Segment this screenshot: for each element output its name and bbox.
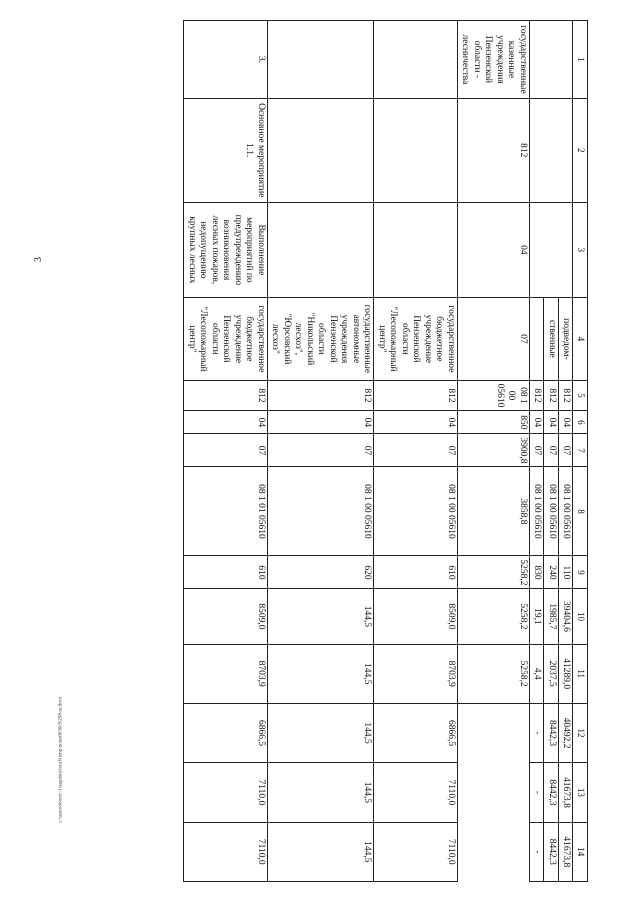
table-cell: Основное мероприятие 1.1. xyxy=(184,98,268,202)
table-cell: 04 xyxy=(559,411,574,434)
table-cell xyxy=(530,202,574,297)
table-cell: 610 xyxy=(184,556,268,589)
table-cell: Выполнение мероприятий по предупреждению возникновения лесных пожаров, недопущению крупных лесных xyxy=(184,202,268,297)
table-cell: 3900,8 xyxy=(458,434,530,467)
table-cell: 12 xyxy=(573,703,588,762)
table-cell: 1985,7 xyxy=(544,589,559,644)
table-cell: 8509,0 xyxy=(374,589,458,644)
table-cell: 4 xyxy=(573,298,588,381)
table-cell: 8 xyxy=(573,467,588,556)
table-cell: 39404,6 xyxy=(559,589,574,644)
table-cell: 5258,2 xyxy=(458,556,530,589)
table-cell xyxy=(268,21,375,99)
table-cell: - xyxy=(530,763,545,822)
table-cell: 10 xyxy=(573,589,588,644)
table-cell: государственное бюджетное учреждение Пензенской области "Лесопожарный центр" xyxy=(184,298,268,381)
table-cell: 08 1 00 05610 xyxy=(374,467,458,556)
table-cell xyxy=(530,98,574,202)
table-cell: - xyxy=(530,822,545,881)
table-cell xyxy=(268,202,375,297)
table-cell: 04 xyxy=(530,411,545,434)
table-cell: 13 xyxy=(573,763,588,822)
table-cell xyxy=(530,21,574,99)
table-cell: 04 xyxy=(458,202,530,297)
table-cell: 7110,0 xyxy=(184,822,268,881)
table-cell: 04 xyxy=(544,411,559,434)
table-cell: 144,5 xyxy=(268,822,375,881)
table-cell: 7 xyxy=(573,434,588,467)
table-cell: 8442,3 xyxy=(544,822,559,881)
table-cell: 5258,2 xyxy=(458,644,530,703)
rotated-table-container xyxy=(80,20,588,882)
table-cell: 07 xyxy=(458,298,530,381)
table-cell: 08 1 00 05610 xyxy=(458,380,530,410)
table-cell: государственные автономные учреждения Пензенской области "Никольский лесхоз", "Юрсовский лесхоз" xyxy=(268,298,375,381)
table-cell: 812 xyxy=(374,380,458,410)
table-cell: подведом- xyxy=(559,298,574,381)
table-cell xyxy=(374,98,458,202)
table-cell: 08 1 01 05610 xyxy=(184,467,268,556)
table-cell: 4,4 xyxy=(530,644,545,703)
table-cell: 9 xyxy=(573,556,588,589)
table-cell: 04 xyxy=(268,411,375,434)
table-row xyxy=(268,21,375,882)
table-cell: 04 xyxy=(374,411,458,434)
table-cell: 41289,0 xyxy=(559,644,574,703)
table-cell: 6866,5 xyxy=(184,703,268,762)
table-cell: 8442,3 xyxy=(544,703,559,762)
table-cell: 41673,8 xyxy=(559,763,574,822)
table-cell: ственные xyxy=(544,298,559,381)
page-number: 3 xyxy=(33,257,44,262)
table-cell: 07 xyxy=(530,434,545,467)
table-cell: 7110,0 xyxy=(374,822,458,881)
table-cell: 144,5 xyxy=(268,589,375,644)
table-row xyxy=(458,21,530,882)
table-cell: 04 xyxy=(184,411,268,434)
table-cell: 40492,2 xyxy=(559,703,574,762)
table-cell: 08 1 00 05610 xyxy=(559,467,574,556)
table-cell: 08 1 00 05610 xyxy=(530,467,545,556)
table-cell xyxy=(374,21,458,99)
table-cell: 3. xyxy=(184,21,268,99)
table-cell: 620 xyxy=(268,556,375,589)
table-row xyxy=(559,21,574,882)
table-cell: 7110,0 xyxy=(374,763,458,822)
table-cell: 812 xyxy=(559,380,574,410)
table-cell: 07 xyxy=(184,434,268,467)
table-cell: 144,5 xyxy=(268,763,375,822)
table-cell: 6 xyxy=(573,411,588,434)
table-cell: 610 xyxy=(374,556,458,589)
table-cell: 144,5 xyxy=(268,703,375,762)
table-cell: 5258,2 xyxy=(458,589,530,644)
table-cell: 3 xyxy=(573,202,588,297)
table-cell: 812 xyxy=(268,380,375,410)
table-cell: 07 xyxy=(544,434,559,467)
table-cell: 14 xyxy=(573,822,588,881)
table-cell: 812 xyxy=(184,380,268,410)
table-cell: 830 xyxy=(530,556,545,589)
table-cell: 850 xyxy=(458,411,530,434)
table-cell: 8703,9 xyxy=(184,644,268,703)
table-cell: 07 xyxy=(268,434,375,467)
table-cell: 5 xyxy=(573,380,588,410)
table-cell xyxy=(530,298,545,381)
table-cell xyxy=(268,98,375,202)
table-cell: 08 1 00 05610 xyxy=(544,467,559,556)
table-cell: 3858,8 xyxy=(458,467,530,556)
table-row xyxy=(374,21,458,882)
table-cell: государственные казенные учреждения Пензенской области - лесничества xyxy=(458,21,530,99)
table-cell: 144,5 xyxy=(268,644,375,703)
table-cell: 812 xyxy=(530,380,545,410)
table-cell: 240 xyxy=(544,556,559,589)
budget-table xyxy=(184,20,589,882)
footer-file-path: c:\users\sborol~1\appdata\local\temp\notes6030c9\208-ra.docx xyxy=(58,696,64,823)
table-cell: 812 xyxy=(458,98,530,202)
table-cell: 41673,8 xyxy=(559,822,574,881)
table-cell: 19,1 xyxy=(530,589,545,644)
table-cell: 7110,0 xyxy=(184,763,268,822)
table-cell: государственное бюджетное учреждение Пензенской области "Лесопожарный центр" xyxy=(374,298,458,381)
table-cell: 11 xyxy=(573,644,588,703)
table-cell: 8442,3 xyxy=(544,763,559,822)
table-cell: 07 xyxy=(374,434,458,467)
table-cell: 812 xyxy=(544,380,559,410)
table-cell: 07 xyxy=(559,434,574,467)
table-cell xyxy=(374,202,458,297)
table-cell: 8703,9 xyxy=(374,644,458,703)
table-cell: 2037,5 xyxy=(544,644,559,703)
table-row xyxy=(184,21,268,882)
table-cell: - xyxy=(530,703,545,762)
table-cell: 8509,0 xyxy=(184,589,268,644)
table-cell: 6866,5 xyxy=(374,703,458,762)
table-cell: 110 xyxy=(559,556,574,589)
table-cell: 1 xyxy=(573,21,588,99)
table-cell: 2 xyxy=(573,98,588,202)
table-cell: 08 1 00 05610 xyxy=(268,467,375,556)
header-row xyxy=(573,21,588,882)
